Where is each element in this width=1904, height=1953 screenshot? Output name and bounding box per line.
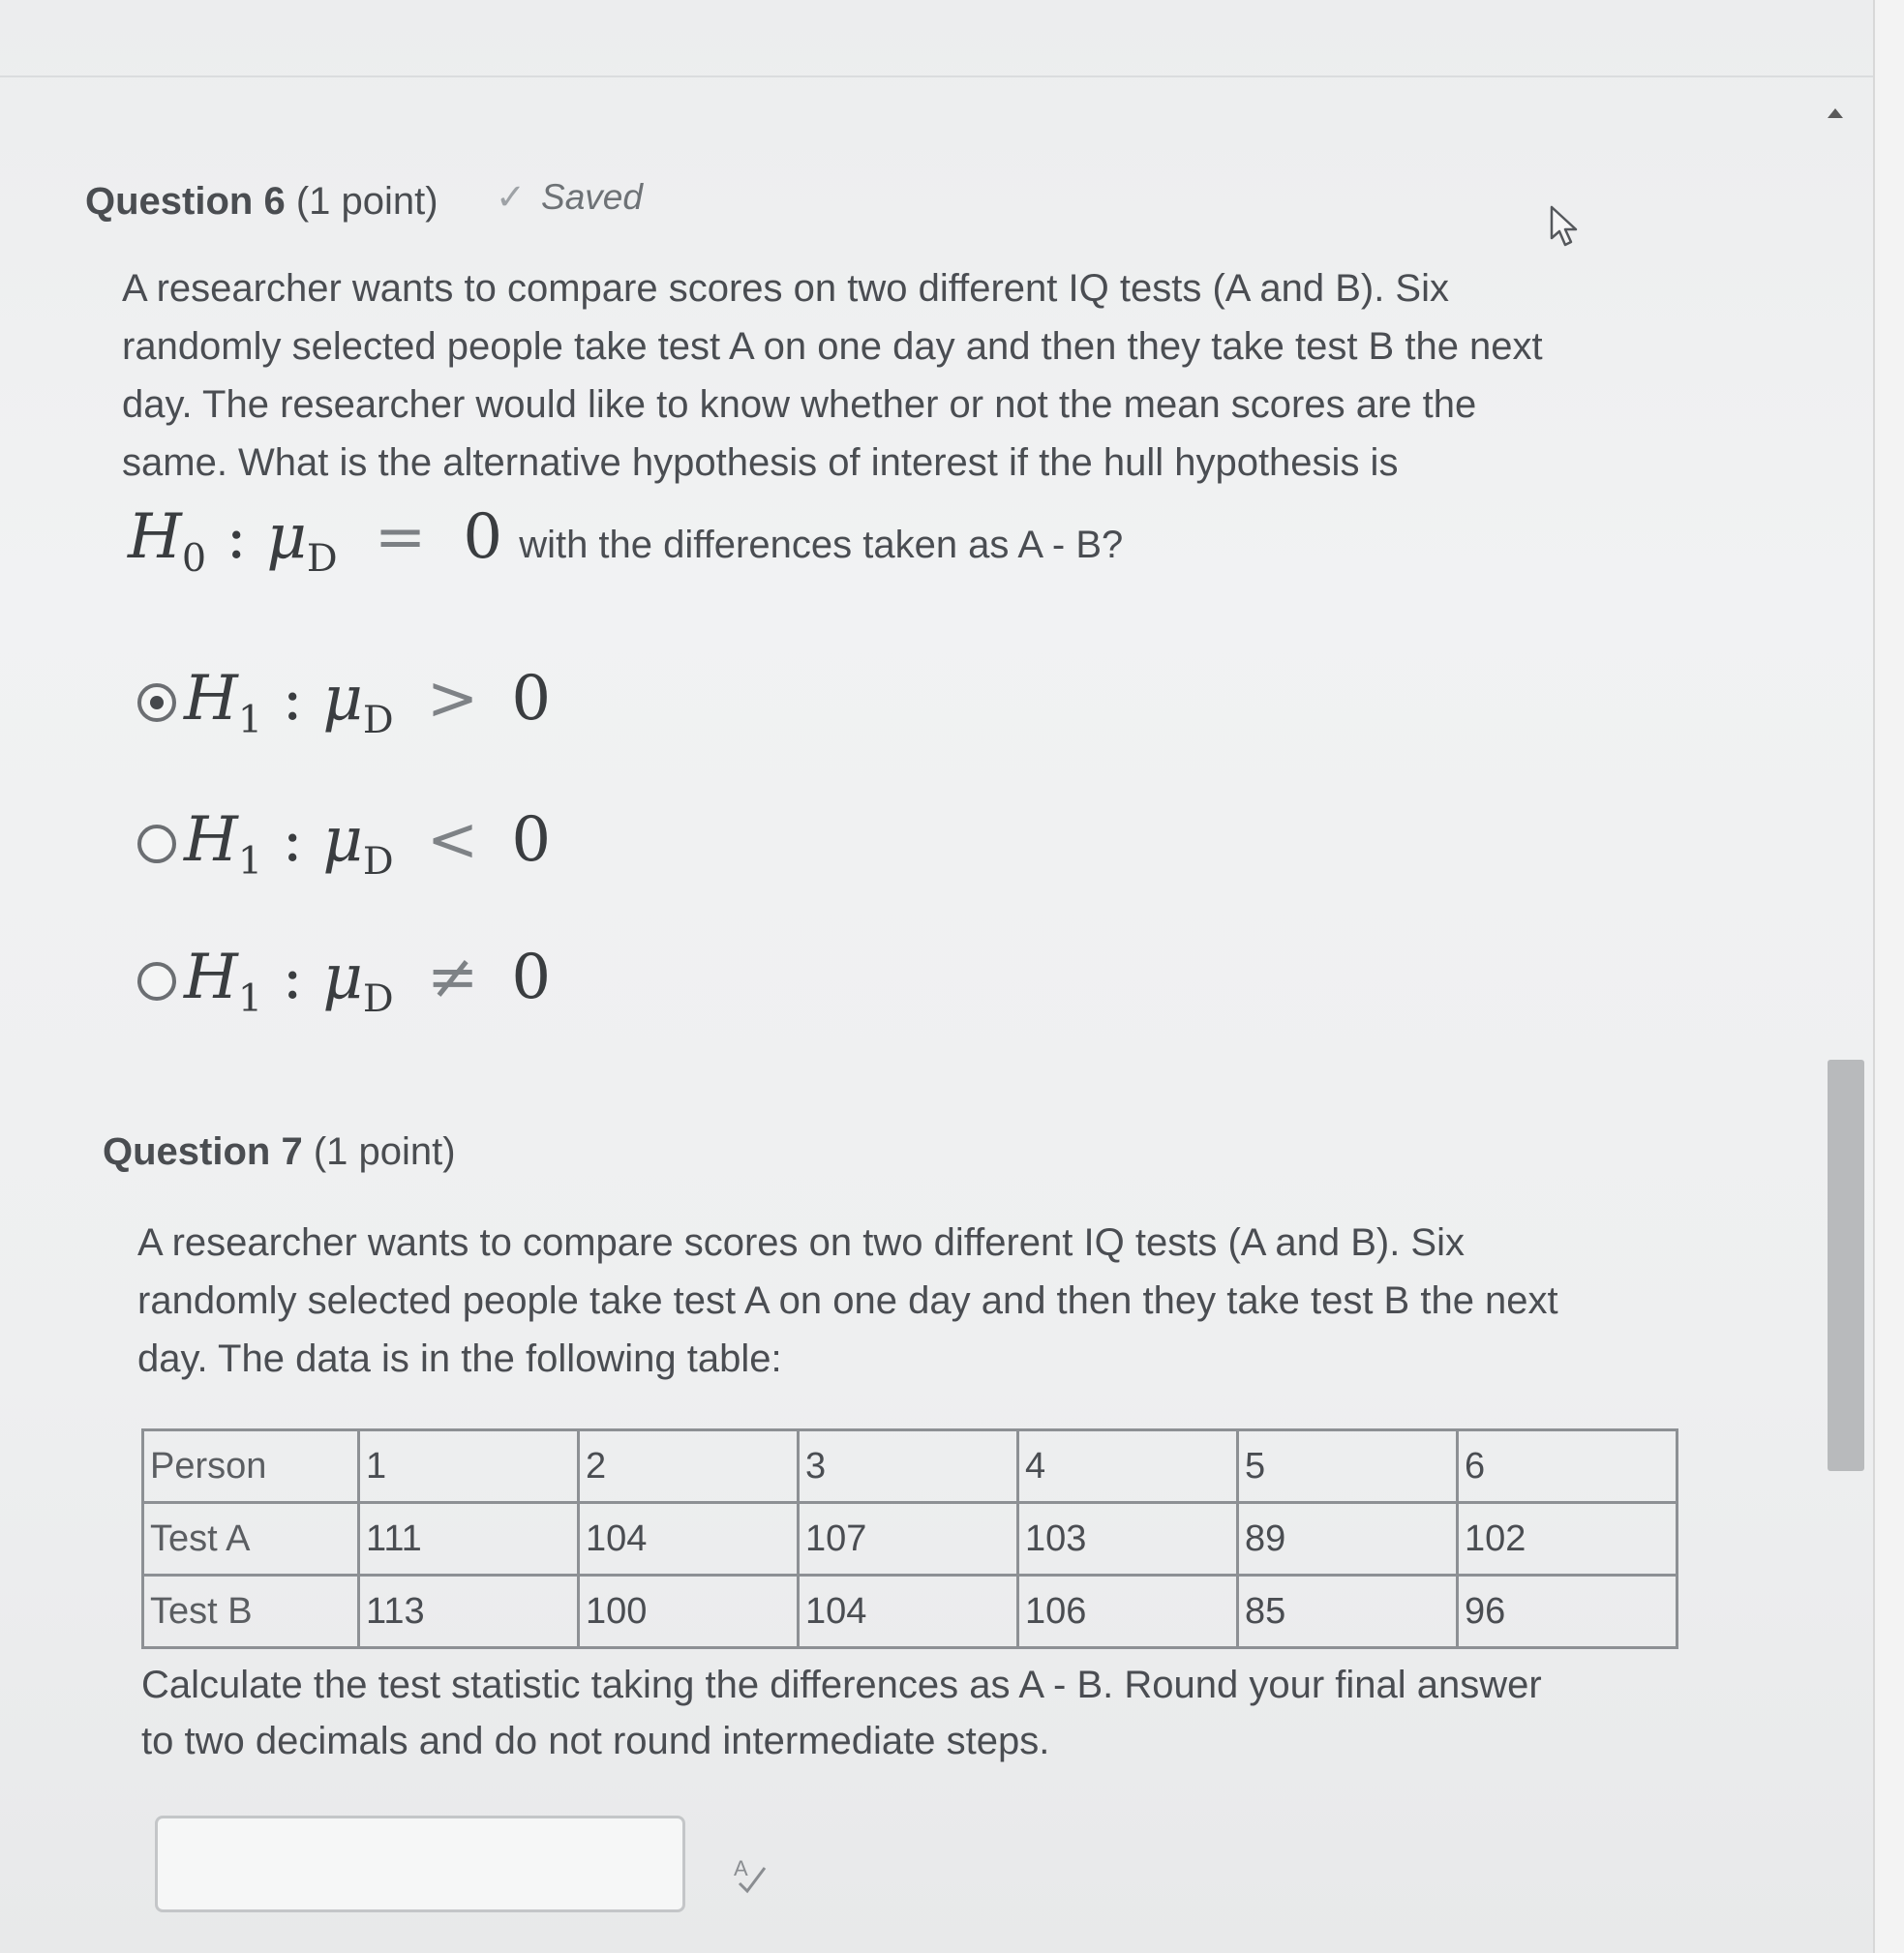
option-1-math: $H_1$ : $\mu_D > 0$ [184, 663, 552, 742]
table-cell: 2 [579, 1430, 799, 1503]
option-less-than[interactable] [137, 805, 551, 883]
table-cell: 102 [1458, 1503, 1677, 1576]
table-cell: 96 [1458, 1576, 1677, 1648]
question-6-text [122, 259, 1651, 492]
question-6-points: (1 point) [295, 180, 438, 223]
question-7-number: Question 7 [103, 1130, 303, 1173]
svg-text:A: A [734, 1856, 748, 1880]
check-icon: ✓ [496, 177, 527, 217]
question-6-line: same. What is the alternative hypothesis of interest if the hull hypothesis is [122, 441, 1399, 484]
saved-label: Saved [541, 177, 643, 217]
table-row [143, 1576, 1677, 1648]
question-7-line: randomly selected people take test A on one day and then they take test B the next [137, 1279, 1558, 1322]
radio-button[interactable] [137, 962, 176, 1001]
question-7-line: day. The data is in the following table: [137, 1337, 782, 1380]
spell-check-icon[interactable] [732, 1854, 771, 1897]
row-header: Test A [143, 1503, 359, 1576]
saved-status [496, 176, 643, 218]
answer-input[interactable] [155, 1816, 685, 1912]
table-cell: 106 [1018, 1576, 1238, 1648]
question-7-header [103, 1130, 456, 1174]
table-cell: 103 [1018, 1503, 1238, 1576]
table-row [143, 1430, 1677, 1503]
scrollbar-track[interactable] [1873, 0, 1904, 1953]
null-hypothesis-math: $H_0$ : $\mu_D = 0$ [128, 501, 503, 581]
option-not-equal[interactable] [137, 943, 551, 1020]
radio-button[interactable] [137, 825, 176, 863]
table-cell: 107 [799, 1503, 1018, 1576]
table-cell: 5 [1238, 1430, 1458, 1503]
question-7-text [137, 1214, 1677, 1388]
table-cell: 1 [359, 1430, 579, 1503]
table-cell: 100 [579, 1576, 799, 1648]
row-header: Person [143, 1430, 359, 1503]
question-7-instruction [141, 1657, 1690, 1769]
row-header: Test B [143, 1576, 359, 1648]
option-3-math: $H_1$ : $\mu_D \ne 0$ [184, 942, 552, 1021]
question-6-header [85, 180, 438, 224]
table-cell: 4 [1018, 1430, 1238, 1503]
table-cell: 104 [579, 1503, 799, 1576]
table-cell: 89 [1238, 1503, 1458, 1576]
question-6-line: randomly selected people take test A on one day and then they take test B the next [122, 325, 1543, 368]
question-6-number: Question 6 [85, 180, 286, 223]
table-cell: 104 [799, 1576, 1018, 1648]
radio-button-selected[interactable] [137, 683, 176, 722]
table-cell: 85 [1238, 1576, 1458, 1648]
question-7-points: (1 point) [313, 1130, 456, 1173]
table-cell: 113 [359, 1576, 579, 1648]
table-cell: 6 [1458, 1430, 1677, 1503]
option-2-math: $H_1$ : $\mu_D < 0$ [184, 804, 552, 884]
scrollbar-thumb[interactable] [1828, 1060, 1864, 1471]
null-hypothesis-line [128, 501, 1123, 581]
question-6-line: A researcher wants to compare scores on two different IQ tests (A and B). Six [122, 267, 1449, 310]
null-hypothesis-suffix: with the differences taken as A - B? [519, 524, 1124, 566]
iq-data-table [141, 1428, 1678, 1649]
header-divider [0, 75, 1878, 77]
table-cell: 3 [799, 1430, 1018, 1503]
table-cell: 111 [359, 1503, 579, 1576]
question-6-line: day. The researcher would like to know whether or not the mean scores are the [122, 383, 1477, 426]
option-greater-than[interactable] [137, 664, 551, 741]
instruction-line: to two decimals and do not round intermediate steps. [141, 1720, 1050, 1762]
question-7-line: A researcher wants to compare scores on two different IQ tests (A and B). Six [137, 1221, 1465, 1264]
scroll-up-arrow-icon[interactable] [1828, 108, 1843, 118]
table-row [143, 1503, 1677, 1576]
mouse-pointer-icon [1549, 205, 1582, 248]
instruction-line: Calculate the test statistic taking the differences as A - B. Round your final answer [141, 1664, 1542, 1706]
